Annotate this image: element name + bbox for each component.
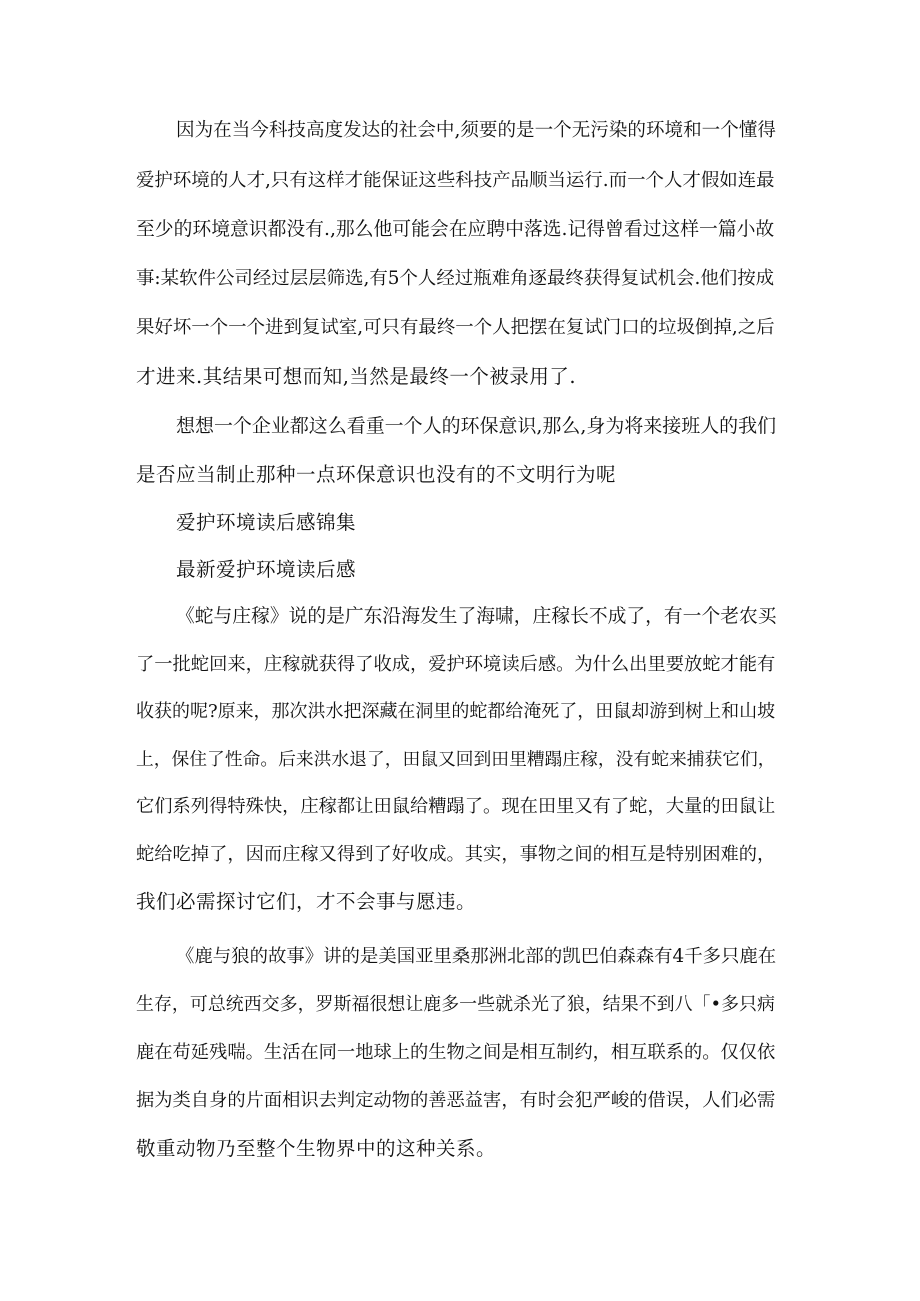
paragraph-2-line-2: 是否应当制止那种一点环保意识也没有的不文明行为呢 (136, 463, 617, 486)
paragraph-1-line-2: 爱护环境的人才,只有这样才能保证这些科技产品顺当运行.而一个人才假如连最 (136, 170, 775, 191)
heading-collection: 爱护环境读后感锦集 (176, 511, 357, 534)
paragraph-1-line-5: 果好坏一个一个进到复试室,可只有最终一个人把摆在复试门口的垃圾倒掉,之后 (136, 317, 775, 338)
paragraph-4-line-2: 生存，可总统西交多，罗斯福很想让鹿多一些就杀光了狼，结果不到八「•多只病 (136, 994, 775, 1015)
paragraph-3-line-5: 它们系列得特殊快，庄稼都让田鼠给糟蹋了。现在田里又有了蛇，大量的田鼠让 (136, 796, 776, 817)
paragraph-3-line-7: 我们必需探讨它们，才不会事与愿违。 (136, 890, 477, 913)
paragraph-1-line-1: 因为在当今科技高度发达的社会中,须要的是一个无污染的环境和一个懂得 (176, 120, 776, 141)
paragraph-1-line-4: 事:某软件公司经过层层筛选,有5个人经过瓶难角逐最终获得复试机会.他们按成 (136, 268, 775, 289)
paragraph-3-line-3: 收获的呢?原来，那次洪水把深藏在洞里的蛇都给淹死了，田鼠却游到树上和山坡 (136, 701, 776, 722)
paragraph-3-line-6: 蛇给吃掉了，因而庄稼又得到了好收成。其实，事物之间的相互是特别困难的， (136, 844, 776, 865)
heading-latest: 最新爱护环境读后感 (176, 558, 357, 581)
paragraph-3-line-2: 了一批蛇回来，庄稼就获得了收成，爱护环境读后感。为什么出里要放蛇才能有 (136, 654, 776, 675)
paragraph-4-line-3: 鹿在苟延残喘。生活在同一地球上的生物之间是相互制约，相互联系的。仅仅依 (136, 1042, 776, 1063)
paragraph-3-line-4: 上，保住了性命。后来洪水退了，田鼠又回到田里糟蹋庄稼，没有蛇来捕获它们， (136, 750, 776, 770)
paragraph-4-line-5: 敬重动物乃至整个生物界中的这种关系。 (136, 1137, 497, 1160)
paragraph-4-line-4: 据为类自身的片面相识去判定动物的善恶益害，有时会犯严峻的借误，人们必需 (136, 1090, 776, 1111)
paragraph-1-line-6: 才进来.其结果可想而知,当然是最终一个被录用了. (136, 365, 577, 388)
paragraph-3-line-1: 《蛇与庄稼》说的是广东沿海发生了海啸，庄稼长不成了，有一个老农买 (176, 606, 777, 627)
paragraph-4-line-1: 《鹿与狼的故事》讲的是美国亚里桑那洲北部的凯巴伯森森有4千多只鹿在 (176, 946, 777, 967)
paragraph-1-line-3: 至少的环境意识都没有.,那么他可能会在应聘中落选.记得曾看过这样一篇小故 (136, 219, 775, 240)
paragraph-2-line-1: 想想一个企业都这么看重一个人的环保意识,那么,身为将来接班人的我们 (176, 415, 777, 437)
